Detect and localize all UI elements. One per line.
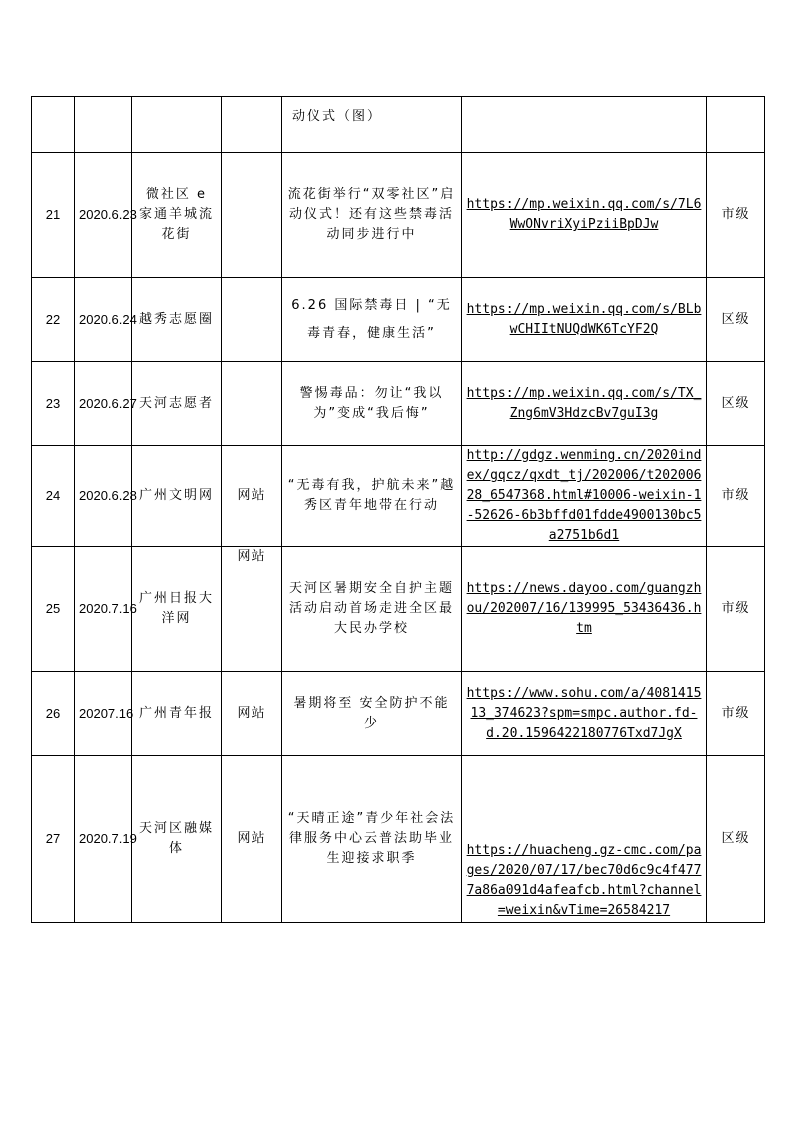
row-date: 2020.7.19 — [75, 756, 132, 923]
row-type: 网站 — [222, 672, 282, 756]
row-link[interactable] — [462, 547, 707, 672]
row-type: 网站 — [222, 446, 282, 547]
row-link-text[interactable]: https://news.dayoo.com/guangzhou/202007/16/139995_53436436.htm — [466, 581, 702, 636]
row-type — [222, 278, 282, 362]
row-type: 网站 — [222, 756, 282, 923]
row-type: 网站 — [222, 547, 282, 672]
row-number: 21 — [32, 153, 75, 278]
table-row — [32, 97, 765, 153]
row-link-text[interactable]: https://mp.weixin.qq.com/s/7L6WwONvriXyiPziiBpDJw — [466, 197, 702, 232]
row-date — [75, 97, 132, 153]
row-link[interactable] — [462, 153, 707, 278]
row-link-text[interactable]: https://mp.weixin.qq.com/s/TX_Zng6mV3HdzcBv7guI3g — [466, 385, 702, 421]
row-link[interactable] — [462, 672, 707, 756]
row-type — [222, 97, 282, 153]
row-date: 2020.6.23 — [75, 153, 132, 278]
row-source — [132, 97, 222, 153]
row-link[interactable] — [462, 362, 707, 446]
row-level: 市级 — [707, 672, 765, 756]
row-number — [32, 97, 75, 153]
row-link-text[interactable]: https://mp.weixin.qq.com/s/BLbwCHIItNUQdWK6TcYF2Q — [466, 301, 702, 337]
row-date: 2020.6.28 — [75, 446, 132, 547]
row-level: 区级 — [707, 756, 765, 923]
row-source: 天河志愿者 — [132, 362, 222, 446]
row-level: 区级 — [707, 278, 765, 362]
row-source: 天河区融媒体 — [132, 756, 222, 923]
row-title: “天晴正途”青少年社会法律服务中心云普法助毕业生迎接求职季 — [282, 756, 462, 923]
row-link — [462, 97, 707, 153]
row-title: 6.26 国际禁毒日 | “无毒青春，健康生活” — [282, 278, 462, 362]
row-link[interactable] — [462, 278, 707, 362]
row-source: 广州文明网 — [132, 446, 222, 547]
table-row — [32, 446, 765, 547]
row-title: 流花街举行“双零社区”启动仪式！还有这些禁毒活动同步进行中 — [282, 153, 462, 278]
table-row — [32, 672, 765, 756]
row-type — [222, 153, 282, 278]
row-title: 动仪式（图） — [282, 97, 462, 153]
row-source: 广州青年报 — [132, 672, 222, 756]
row-title: 天河区暑期安全自护主题活动启动首场走进全区最大民办学校 — [282, 547, 462, 672]
table-row — [32, 756, 765, 923]
row-link-text[interactable]: http://gdgz.wenming.cn/2020index/gqcz/qxdt_tj/202006/t20200628_6547368.html#10006-weixin-1-52626-6b3bffd01fdde4900130bc5a2751b6d1 — [466, 448, 702, 543]
row-level: 市级 — [707, 153, 765, 278]
row-level: 市级 — [707, 446, 765, 547]
row-source: 越秀志愿圈 — [132, 278, 222, 362]
row-number: 23 — [32, 362, 75, 446]
row-link[interactable] — [462, 756, 707, 923]
table-row — [32, 362, 765, 446]
row-title: 警惕毒品：勿让“我以为”变成“我后悔” — [282, 362, 462, 446]
row-source: 微社区 e 家通羊城流花街 — [132, 153, 222, 278]
row-date: 2020.6.24 — [75, 278, 132, 362]
table-row — [32, 153, 765, 278]
media-report-table — [31, 96, 765, 923]
row-date: 2020.7.16 — [75, 547, 132, 672]
row-source: 广州日报大洋网 — [132, 547, 222, 672]
row-level: 市级 — [707, 547, 765, 672]
row-date: 20207.16 — [75, 672, 132, 756]
row-link-text[interactable]: https://huacheng.gz-cmc.com/pages/2020/07/17/bec70d6c9c4f4777a86a091d4afeafcb.html?channel=weixin&vTime=26584217 — [466, 843, 702, 918]
row-title: “无毒有我，护航未来”越秀区青年地带在行动 — [282, 446, 462, 547]
row-link-text[interactable]: https://www.sohu.com/a/408141513_374623?spm=smpc.author.fd-d.20.1596422180776Txd7JgX — [466, 685, 702, 741]
row-number: 25 — [32, 547, 75, 672]
row-link[interactable] — [462, 446, 707, 547]
row-number: 24 — [32, 446, 75, 547]
row-title: 暑期将至 安全防护不能少 — [282, 672, 462, 756]
row-type — [222, 362, 282, 446]
table-row — [32, 278, 765, 362]
row-level — [707, 97, 765, 153]
row-date: 2020.6.27 — [75, 362, 132, 446]
row-number: 22 — [32, 278, 75, 362]
row-number: 27 — [32, 756, 75, 923]
table-row — [32, 547, 765, 672]
row-number: 26 — [32, 672, 75, 756]
row-level: 区级 — [707, 362, 765, 446]
